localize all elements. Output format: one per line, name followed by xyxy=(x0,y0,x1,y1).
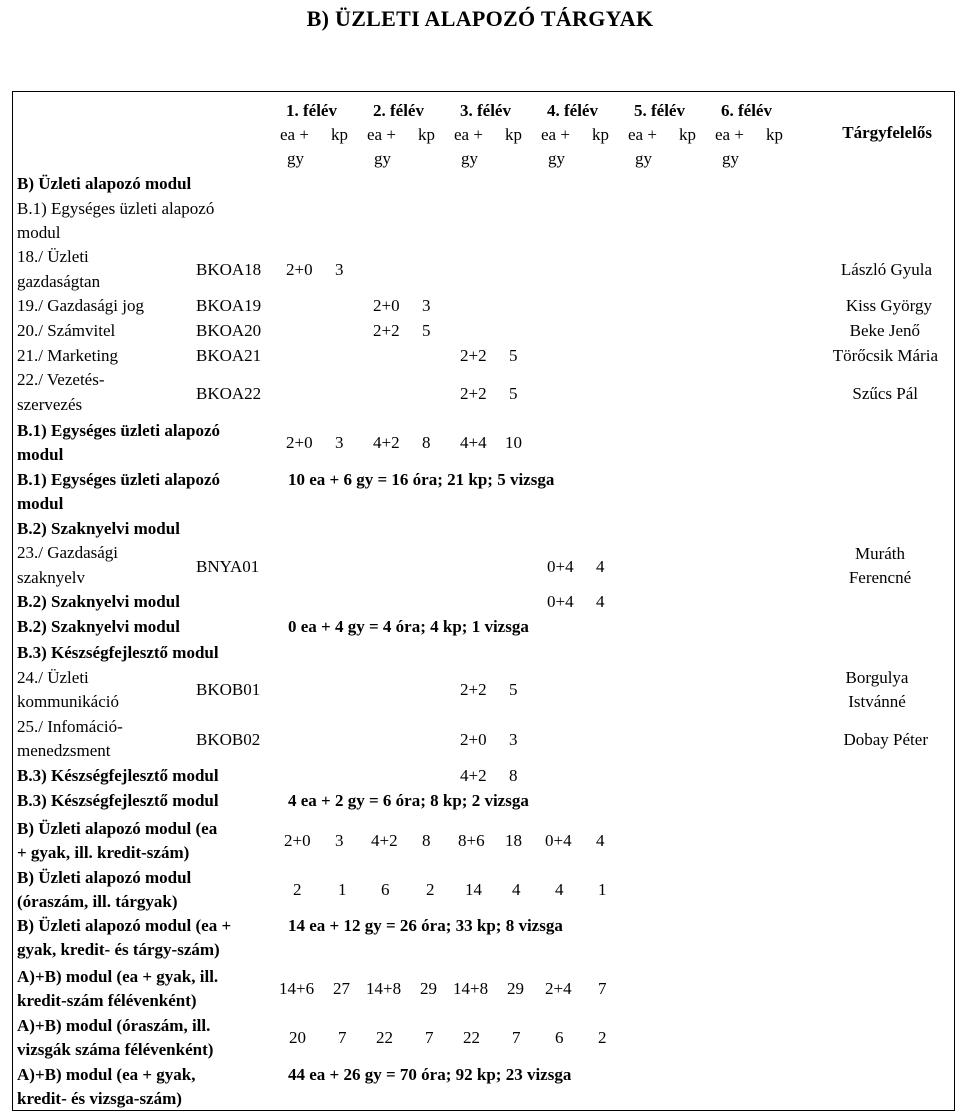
b1-subtotal-value: 2+0 xyxy=(286,433,313,452)
course-22-name-cont: szervezés xyxy=(17,395,83,414)
summary-b-hours-value: 2 xyxy=(293,880,302,899)
course-18-name: 18./ Üzleti xyxy=(17,247,89,266)
course-19-code: BKOA19 xyxy=(196,296,262,315)
summary-ab-hours-value: 22 xyxy=(376,1028,393,1047)
course-23-ea-gy: 0+4 xyxy=(547,557,574,576)
kp-header: kp xyxy=(679,125,696,144)
summary-ab-credits-value: 14+6 xyxy=(279,979,315,998)
course-25-ea-gy: 2+0 xyxy=(460,730,487,749)
course-22-name: 22./ Vezetés- xyxy=(17,370,105,389)
b2-subtotal-label: B.2) Szaknyelvi modul xyxy=(17,592,180,611)
course-24-name-cont: kommunikáció xyxy=(17,692,119,711)
course-25-kp: 3 xyxy=(509,730,518,749)
summary-b-total-label-cont: gyak, kredit- és tárgy-szám) xyxy=(17,940,220,959)
kp-header: kp xyxy=(592,125,609,144)
summary-ab-hours-value: 6 xyxy=(555,1028,564,1047)
summary-b-hours-label-cont: (óraszám, ill. tárgyak) xyxy=(17,892,178,911)
course-23-name-cont: szaknyelv xyxy=(17,568,85,587)
ea-gy-header-sub: gy xyxy=(635,149,652,168)
summary-ab-credits-label-cont: kredit-szám félévenként) xyxy=(17,991,197,1010)
course-20-ea-gy: 2+2 xyxy=(373,321,400,340)
ea-gy-header-sub: gy xyxy=(461,149,478,168)
course-24-responsible: Borgulya xyxy=(845,668,909,687)
summary-ab-hours-value: 7 xyxy=(512,1028,521,1047)
responsible-header: Tárgyfelelős xyxy=(842,123,932,142)
b3-subtotal-label: B.3) Készségfejlesztő modul xyxy=(17,766,219,785)
course-22-kp: 5 xyxy=(509,384,518,403)
course-19-ea-gy: 2+0 xyxy=(373,296,400,315)
b3-subtotal-ea-gy: 4+2 xyxy=(460,766,487,785)
semester-1-header: 1. félév xyxy=(286,101,337,120)
module-b1-heading: B.1) Egységes üzleti alapozó xyxy=(17,199,215,218)
kp-header: kp xyxy=(418,125,435,144)
summary-b-hours-label: B) Üzleti alapozó modul xyxy=(17,868,192,887)
kp-header: kp xyxy=(766,125,783,144)
summary-ab-credits-value: 27 xyxy=(333,979,350,998)
ea-gy-header: ea + xyxy=(454,125,483,144)
summary-b-credits-value: 3 xyxy=(335,831,344,850)
course-18-code: BKOA18 xyxy=(196,260,262,279)
summary-b-credits-value: 8+6 xyxy=(458,831,485,850)
course-20-kp: 5 xyxy=(422,321,431,340)
semester-6-header: 6. félév xyxy=(721,101,772,120)
summary-b-hours-value: 1 xyxy=(338,880,347,899)
summary-b-hours-value: 6 xyxy=(381,880,390,899)
course-23-code: BNYA01 xyxy=(196,557,260,576)
summary-ab-hours-value: 2 xyxy=(598,1028,607,1047)
b1-total-summary: 10 ea + 6 gy = 16 óra; 21 kp; 5 vizsga xyxy=(288,470,555,489)
summary-b-total-value: 14 ea + 12 gy = 26 óra; 33 kp; 8 vizsga xyxy=(288,916,563,935)
course-22-ea-gy: 2+2 xyxy=(460,384,487,403)
course-23-kp: 4 xyxy=(596,557,605,576)
summary-b-credits-label-cont: + gyak, ill. kredit-szám) xyxy=(17,843,190,862)
summary-ab-hours-value: 20 xyxy=(289,1028,306,1047)
course-18-kp: 3 xyxy=(335,260,344,279)
summary-b-hours-value: 4 xyxy=(555,880,564,899)
summary-ab-credits-value: 29 xyxy=(507,979,524,998)
summary-b-hours-value: 1 xyxy=(598,880,607,899)
course-19-kp: 3 xyxy=(422,296,431,315)
ea-gy-header-sub: gy xyxy=(548,149,565,168)
summary-ab-credits-value: 2+4 xyxy=(545,979,572,998)
ea-gy-header-sub: gy xyxy=(374,149,391,168)
b3-total-label: B.3) Készségfejlesztő modul xyxy=(17,791,219,810)
b1-subtotal-value: 4+4 xyxy=(460,433,487,452)
course-24-name: 24./ Üzleti xyxy=(17,668,89,687)
summary-b-credits-value: 4 xyxy=(596,831,605,850)
course-24-ea-gy: 2+2 xyxy=(460,680,487,699)
course-20-responsible: Beke Jenő xyxy=(849,321,920,340)
module-b2-heading: B.2) Szaknyelvi modul xyxy=(17,519,180,538)
page-title: B) ÜZLETI ALAPOZÓ TÁRGYAK xyxy=(306,6,654,31)
course-21-code: BKOA21 xyxy=(196,346,262,365)
b1-subtotal-label-cont: modul xyxy=(17,445,64,464)
course-24-code: BKOB01 xyxy=(196,680,261,699)
course-19-responsible: Kiss György xyxy=(845,296,932,315)
course-19-name: 19./ Gazdasági jog xyxy=(17,296,144,315)
b1-subtotal-value: 10 xyxy=(505,433,522,452)
summary-ab-hours-label-cont: vizsgák száma félévenként) xyxy=(17,1040,214,1059)
b3-total-summary: 4 ea + 2 gy = 6 óra; 8 kp; 2 vizsga xyxy=(288,791,529,810)
course-25-code: BKOB02 xyxy=(196,730,261,749)
course-25-name: 25./ Infomáció- xyxy=(17,717,123,736)
summary-ab-credits-label: A)+B) modul (ea + gyak, ill. xyxy=(17,967,219,986)
summary-b-credits-value: 8 xyxy=(422,831,431,850)
course-21-kp: 5 xyxy=(509,346,518,365)
semester-3-header: 3. félév xyxy=(460,101,511,120)
summary-ab-hours-value: 7 xyxy=(338,1028,347,1047)
summary-b-hours-value: 2 xyxy=(426,880,435,899)
semester-5-header: 5. félév xyxy=(634,101,685,120)
summary-b-hours-value: 4 xyxy=(512,880,521,899)
summary-ab-hours-value: 22 xyxy=(463,1028,480,1047)
kp-header: kp xyxy=(331,125,348,144)
summary-ab-total-value: 44 ea + 26 gy = 70 óra; 92 kp; 23 vizsga xyxy=(288,1065,572,1084)
ea-gy-header: ea + xyxy=(715,125,744,144)
summary-b-credits-value: 2+0 xyxy=(284,831,311,850)
ea-gy-header: ea + xyxy=(628,125,657,144)
course-24-responsible-cont: Istvánné xyxy=(848,692,906,711)
summary-b-total-label: B) Üzleti alapozó modul (ea + xyxy=(17,916,232,935)
summary-b-credits-value: 4+2 xyxy=(371,831,398,850)
course-18-name-cont: gazdaságtan xyxy=(17,272,101,291)
ea-gy-header-sub: gy xyxy=(287,149,304,168)
course-25-responsible: Dobay Péter xyxy=(843,730,928,749)
course-22-code: BKOA22 xyxy=(196,384,262,403)
ea-gy-header: ea + xyxy=(541,125,570,144)
b2-subtotal-kp: 4 xyxy=(596,592,605,611)
course-20-name: 20./ Számvitel xyxy=(17,321,116,340)
b1-subtotal-value: 4+2 xyxy=(373,433,400,452)
kp-header: kp xyxy=(505,125,522,144)
b1-subtotal-value: 8 xyxy=(422,433,431,452)
summary-ab-credits-value: 7 xyxy=(598,979,607,998)
b3-subtotal-kp: 8 xyxy=(509,766,518,785)
summary-b-credits-label: B) Üzleti alapozó modul (ea xyxy=(17,819,218,838)
course-20-code: BKOA20 xyxy=(196,321,262,340)
summary-ab-total-label-cont: kredit- és vizsga-szám) xyxy=(17,1089,182,1108)
summary-ab-credits-value: 14+8 xyxy=(366,979,402,998)
course-24-kp: 5 xyxy=(509,680,518,699)
b1-subtotal-label: B.1) Egységes üzleti alapozó xyxy=(17,421,221,440)
course-23-responsible: Muráth xyxy=(854,544,906,563)
ea-gy-header: ea + xyxy=(280,125,309,144)
b2-total-summary: 0 ea + 4 gy = 4 óra; 4 kp; 1 vizsga xyxy=(288,617,529,636)
semester-2-header: 2. félév xyxy=(373,101,424,120)
course-25-name-cont: menedzsment xyxy=(17,741,111,760)
b1-subtotal-value: 3 xyxy=(335,433,344,452)
ea-gy-header: ea + xyxy=(367,125,396,144)
ea-gy-header-sub: gy xyxy=(722,149,739,168)
summary-b-hours-value: 14 xyxy=(465,880,482,899)
summary-b-credits-value: 18 xyxy=(505,831,522,850)
course-18-responsible: László Gyula xyxy=(840,260,932,279)
b2-subtotal-ea-gy: 0+4 xyxy=(547,592,574,611)
course-21-responsible: Törőcsik Mária xyxy=(832,346,938,365)
course-18-ea-gy: 2+0 xyxy=(286,260,313,279)
summary-ab-credits-value: 14+8 xyxy=(453,979,489,998)
module-b-heading: B) Üzleti alapozó modul xyxy=(17,174,192,193)
summary-b-credits-value: 0+4 xyxy=(545,831,572,850)
b1-total-label-cont: modul xyxy=(17,494,64,513)
module-b1-heading-cont: modul xyxy=(17,223,61,242)
course-22-responsible: Szűcs Pál xyxy=(852,384,918,403)
semester-4-header: 4. félév xyxy=(547,101,598,120)
summary-ab-total-label: A)+B) modul (ea + gyak, xyxy=(17,1065,196,1084)
summary-ab-hours-label: A)+B) modul (óraszám, ill. xyxy=(17,1016,211,1035)
module-b3-heading: B.3) Készségfejlesztő modul xyxy=(17,643,219,662)
course-21-name: 21./ Marketing xyxy=(17,346,119,365)
course-23-responsible-cont: Ferencné xyxy=(848,568,912,587)
b1-total-label: B.1) Egységes üzleti alapozó xyxy=(17,470,221,489)
summary-ab-credits-value: 29 xyxy=(420,979,437,998)
course-23-name: 23./ Gazdasági xyxy=(17,543,119,562)
course-21-ea-gy: 2+2 xyxy=(460,346,487,365)
summary-ab-hours-value: 7 xyxy=(425,1028,434,1047)
b2-total-label: B.2) Szaknyelvi modul xyxy=(17,617,180,636)
